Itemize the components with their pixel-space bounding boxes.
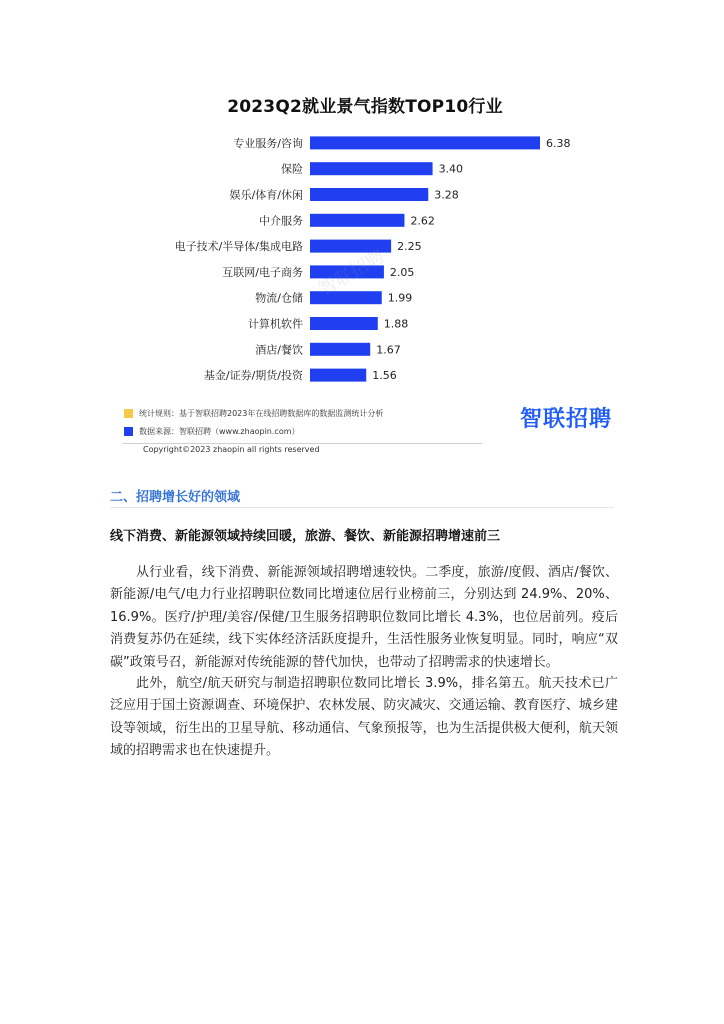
value-label: 1.99: [387, 291, 413, 305]
bar: [310, 136, 540, 149]
value-label: 3.28: [434, 188, 459, 202]
bar: [310, 343, 370, 356]
note-stat-rule: [124, 404, 504, 422]
category-label: 专业服务/咨询: [233, 136, 303, 150]
value-label: 2.25: [397, 240, 422, 254]
category-label: 保险: [281, 162, 303, 176]
category-label: 电子技术/半导体/集成电路: [174, 240, 303, 254]
bar: [310, 317, 378, 330]
paragraph: 此外，航空/航天研究与制造招聘职位数同比增长 3.9%，排名第五。航天技术已广泛应用于国土资源调查、环境保护、农林发展、防灾减灾、交通运输、教育医疗、城乡建设等领域，衍生出的卫星导航、移动通信、气象预报等，也为生活提供极大便利，航天领域的招聘需求也在快速提升。: [110, 676, 618, 759]
category-label: 互联网/电子商务: [222, 265, 303, 279]
section-heading: 二、招聘增长好的领域: [110, 490, 241, 505]
category-label: 中介服务: [259, 214, 303, 228]
bar: [310, 265, 384, 278]
bar: [310, 162, 433, 175]
chart-notes: [124, 404, 504, 440]
section-divider: [110, 507, 614, 508]
note-text: 统计规则：基于智联招聘2023年在线招聘数据库的数据监测统计分析: [139, 408, 384, 418]
paragraph: 从行业看，线下消费、新能源领域招聘增速较快。二季度，旅游/度假、酒店/餐饮、新能源/电气/电力行业招聘职位数同比增速位居行业榜前三，分别达到 24.9%、20%、16.9%。医疗/护理/美容/保健/卫生服务招聘职位数同比增长 4.3%，也位居前列。疫后消费复苏仍在延续，线下实体经济活跃度提升，生活性服务业恢复明显。同时，响应“双碳”政策号召，新能源对传统能源的替代加快，也带动了招聘需求的快速增长。: [110, 565, 618, 670]
chart-title: 2023Q2就业景气指数TOP10行业: [227, 97, 503, 117]
bar: [310, 188, 428, 201]
note-data-source: [124, 422, 504, 440]
yellow-swatch-icon: [124, 409, 133, 418]
bar: [310, 214, 404, 227]
divider: [122, 443, 482, 444]
category-label: 酒店/餐饮: [255, 343, 303, 357]
category-label: 物流/仓储: [255, 291, 303, 305]
blue-swatch-icon: [124, 427, 133, 436]
category-label: 计算机软件: [248, 317, 303, 331]
category-label: 基金/证券/期货/投资: [203, 369, 303, 383]
category-label: 娱乐/体育/休闲: [229, 188, 303, 202]
bar-chart: [110, 124, 620, 384]
value-label: 2.62: [410, 214, 435, 228]
chart-figure: [110, 84, 620, 464]
bar: [310, 291, 382, 304]
copyright-text: Copyright©2023 zhaopin all rights reserved: [143, 445, 320, 454]
bar: [310, 369, 366, 382]
value-label: 3.40: [438, 162, 464, 176]
value-label: 1.56: [372, 369, 397, 383]
value-label: 1.67: [376, 343, 401, 357]
bar: [310, 240, 391, 253]
sub-heading: 线下消费、新能源领域持续回暖，旅游、餐饮、新能源招聘增速前三: [110, 529, 501, 544]
value-label: 2.05: [389, 265, 415, 279]
zhaopin-logo: 智联招聘: [520, 407, 613, 432]
value-label: 1.88: [383, 317, 409, 331]
note-text: 数据来源：智联招聘（www.zhaopin.com）: [139, 426, 300, 436]
value-label: 6.38: [546, 136, 571, 150]
